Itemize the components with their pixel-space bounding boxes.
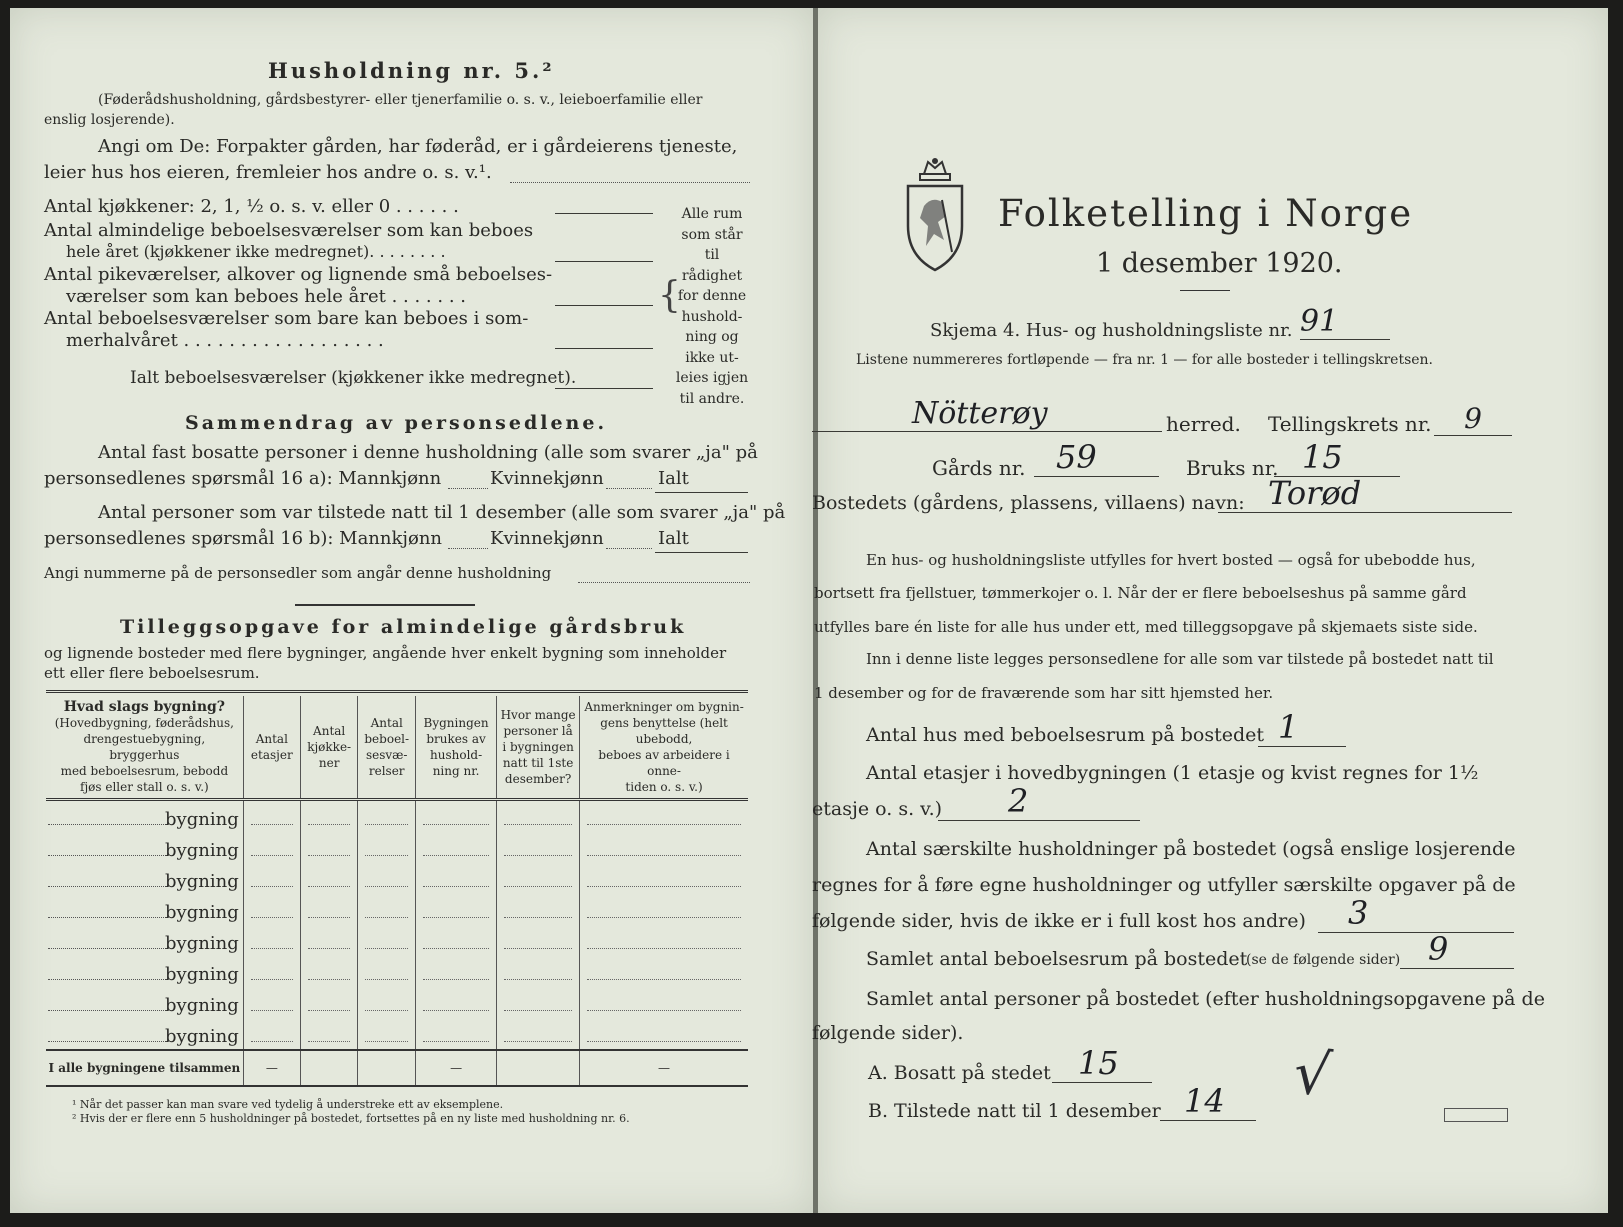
table-header-text: brukes av [426,732,486,746]
building-type-cell[interactable] [46,956,243,987]
table-row [46,832,748,863]
building-type-line [48,948,168,949]
section-divider [295,604,475,606]
table-cell[interactable] [497,863,580,894]
table-cell[interactable] [300,863,358,894]
cell-answer-line [251,948,293,949]
present-label: B. Tilstede natt til 1 desember [868,1100,1161,1122]
table-cell[interactable] [300,832,358,863]
total-dash: — [658,1061,671,1075]
summary-a-text-2: personsedlenes spørsmål 16 a): Mannkjønn [44,468,442,489]
building-type-line [48,824,168,825]
rooms-total-value[interactable]: 9 [1400,930,1514,969]
cell-answer-line [504,886,572,887]
left-page [10,8,813,1213]
numbers-label: Angi nummerne på de personsedler som angår denne husholdning [44,564,552,582]
cell-answer-line [365,855,408,856]
table-cell[interactable] [300,894,358,925]
table-header-cell [580,696,748,800]
summary-b-text-2: personsedlenes spørsmål 16 b): Mannkjønn [44,528,443,549]
footnote-2: ² Hvis der er flere enn 5 husholdninger på bostedet, fortsettes på en ny liste med husholdning nr. 6. [72,1112,630,1125]
cell-answer-line [423,886,489,887]
houses-label: Antal hus med beboelsesrum på bostedet [866,724,1265,746]
table-header-row [46,696,748,800]
table-header-text: kjøkke- [307,740,352,754]
table-row [46,956,748,987]
floors-label-2: etasje o. s. v.) [812,798,943,820]
cell-answer-line [423,1010,489,1011]
households-value[interactable]: 3 [1318,894,1514,933]
table-header-text: fjøs eller stall o. s. v.) [80,780,209,794]
cell-answer-line [308,917,351,918]
summary-a-female-label: Kvinnekjønn [490,468,604,489]
building-label: bygning [165,933,239,954]
table-cell[interactable] [416,832,497,863]
table-cell[interactable] [358,987,416,1018]
table-cell[interactable] [243,956,300,987]
cell-answer-line [423,824,489,825]
rooms-question: Antal almindelige beboelsesværelser som kan beboes [44,220,534,241]
building-type-line [48,1041,168,1042]
table-cell[interactable] [300,987,358,1018]
table-cell[interactable] [416,956,497,987]
table-header-text: Antal [255,732,288,746]
cell-answer-line [365,824,408,825]
table-cell[interactable] [580,956,748,987]
table-cell[interactable] [243,832,300,863]
brace-note-line: ikke ut- [685,349,739,366]
cell-answer-line [587,1041,741,1042]
cell-answer-line [365,886,408,887]
cell-answer-line [587,1010,741,1011]
table-row [46,987,748,1018]
table-header-text: Hvor mange [500,708,576,722]
rooms-total-label: Samlet antal beboelsesrum på bostedet [866,948,1248,970]
info-text-4: Inn i denne liste legges personsedlene for alle som var tilstede på bostedet natt til [866,650,1494,668]
document-title: Folketelling i Norge [998,192,1414,235]
numbers-answer-line[interactable] [578,582,750,583]
table-cell[interactable] [580,987,748,1018]
total-rooms-answer-line[interactable] [555,388,653,389]
table-cell[interactable] [416,1018,497,1050]
table-cell[interactable] [243,925,300,956]
table-cell[interactable] [497,925,580,956]
cell-answer-line [504,1041,572,1042]
table-cell[interactable] [300,1018,358,1050]
households-label: Antal særskilte husholdninger på bostedet (også enslige losjerende [866,838,1516,860]
cell-answer-line [504,917,572,918]
table-header-text: beboel- [364,732,410,746]
table-cell[interactable] [580,863,748,894]
floors-label: Antal etasjer i hovedbygningen (1 etasje og kvist regnes for 1½ [866,762,1479,784]
table-row [46,863,748,894]
cell-answer-line [251,917,293,918]
cell-answer-line [504,1010,572,1011]
cell-answer-line [251,1041,293,1042]
norway-coat-of-arms-icon [902,156,968,274]
building-label: bygning [165,809,239,830]
brace-symbol: { [658,275,681,316]
table-cell[interactable] [416,925,497,956]
table-header-text: med beboelsesrum, bebodd [60,764,229,778]
brace-note-line: rådighet [681,267,743,284]
cell-answer-line [308,886,351,887]
footnote-1: ¹ Når det passer kan man svare ved tydelig å understreke ett av eksemplene. [72,1098,504,1111]
summary-b-total-label: Ialt [658,528,689,549]
numbering-note: Listene nummereres fortløpende — fra nr. 1 — for alle bosteder i tellingskretsen. [856,352,1434,368]
building-type-cell[interactable] [46,894,243,925]
right-page [812,8,1608,1213]
table-header-text: etasjer [250,748,293,762]
table-total-row [46,1050,748,1086]
table-header-text: drengestuebygning, bryggerhus [83,732,206,762]
building-type-cell[interactable] [46,1018,243,1050]
building-type-line [48,917,168,918]
title-divider [1180,290,1230,291]
household-note: (Føderådshusholdning, gårdsbestyrer- eller tjenerfamilie o. s. v., leieboerfamilie eller [98,92,703,108]
table-header-text: ner [318,756,340,770]
building-label: bygning [165,964,239,985]
bosted-value[interactable]: Torød [1218,474,1512,513]
table-cell[interactable] [243,800,300,833]
small-rooms-question-2: værelser som kan beboes hele året . . . . . . . [66,286,466,307]
table-cell[interactable] [358,956,416,987]
table-row [46,894,748,925]
cell-answer-line [308,855,351,856]
cell-answer-line [587,855,741,856]
summary-b-total-line[interactable] [655,552,748,553]
total-cell[interactable] [580,1050,748,1086]
table-row [46,925,748,956]
table-header-text: personer lå [503,724,573,738]
table-cell[interactable] [358,863,416,894]
cell-answer-line [423,979,489,980]
info-text-3: utfylles bare én liste for alle hus under ett, med tilleggsopgave på skjemaets siste side. [814,618,1478,636]
info-text-1: En hus- og husholdningsliste utfylles for hvert bosted — også for ubebodde hus, [866,551,1476,569]
total-cell[interactable] [416,1050,497,1086]
building-type-line [48,855,168,856]
summary-a-text: Antal fast bosatte personer i denne husholdning (alle som svarer „ja" på [98,442,758,463]
summer-rooms-question-2: merhalvåret . . . . . . . . . . . . . . . . . . [66,330,384,351]
rooms-total-note: (se de følgende sider) [1246,952,1401,968]
herred-value[interactable]: Nötterøy [812,396,1162,432]
persons-label-2: følgende sider). [812,1022,964,1044]
total-cell[interactable] [497,1050,580,1086]
cell-answer-line [587,917,741,918]
cell-answer-line [365,948,408,949]
table-cell[interactable] [416,894,497,925]
summary-b-female-line[interactable] [606,548,652,549]
summer-rooms-question: Antal beboelsesværelser som bare kan beboes i som- [44,308,529,329]
total-cell[interactable] [300,1050,358,1086]
table-cell[interactable] [416,863,497,894]
houses-value[interactable]: 1 [1258,708,1346,747]
cell-answer-line [365,1041,408,1042]
table-header-text: Anmerkninger om bygnin- [584,700,744,714]
building-type-line [48,979,168,980]
table-cell[interactable] [497,1018,580,1050]
table-cell[interactable] [300,800,358,833]
cell-answer-line [504,979,572,980]
summary-title: Sammendrag av personsedlene. [185,412,608,434]
rent-question: Angi om De: Forpakter gården, har føderåd, er i gårdeierens tjeneste, [98,136,738,157]
floors-value[interactable]: 2 [938,782,1140,821]
brace-note-line: hushold- [681,308,743,325]
rent-answer-line[interactable] [510,180,750,183]
building-type-cell[interactable] [46,987,243,1018]
cell-answer-line [308,1041,351,1042]
summary-a-total-label: Ialt [658,468,689,489]
table-cell[interactable] [580,925,748,956]
kitchens-question: Antal kjøkkener: 2, 1, ½ o. s. v. eller 0 . . . . . . [44,196,459,217]
table-header-cell [300,696,358,800]
table-cell[interactable] [300,925,358,956]
table-top-rule [46,690,748,693]
table-header-text: gens benyttelse (helt ubebodd, [600,716,728,746]
resident-value[interactable]: 15 [1052,1044,1152,1083]
brace-note-line: leies igjen [675,370,749,386]
cell-answer-line [251,824,293,825]
cell-answer-line [365,1010,408,1011]
table-header-text: natt til 1ste [502,756,574,770]
summary-a-total-line[interactable] [655,492,748,493]
cell-answer-line [251,979,293,980]
total-cell[interactable] [358,1050,416,1086]
building-label: bygning [165,840,239,861]
summary-a-male-line[interactable] [448,488,488,489]
brace-note-line: for denne [677,288,747,304]
bosted-label: Bostedets (gårdens, plassens, villaens) navn: [812,492,1245,514]
building-type-cell[interactable] [46,925,243,956]
persons-label: Samlet antal personer på bostedet (efter husholdningsopgavene på de [866,988,1545,1010]
table-cell[interactable] [243,1018,300,1050]
table-cell[interactable] [358,832,416,863]
total-label: I alle bygningene tilsammen [48,1061,241,1075]
table-header-text: beboes av arbeidere i onne- [598,748,730,778]
gards-label: Gårds nr. [932,456,1026,480]
schema-label: Skjema 4. Hus- og husholdningsliste nr. [930,320,1293,341]
table-header-text: Antal [313,724,346,738]
table-header-text: (Hovedbygning, føderådshus, [54,716,234,730]
brace-note-line: ning og [685,329,739,345]
brace-note-line: som står til [681,226,743,263]
building-type-cell[interactable] [46,863,243,894]
cell-answer-line [365,979,408,980]
supplement-title: Tilleggsopgave for almindelige gårdsbruk [120,616,687,638]
check-mark: √ [1290,1038,1335,1110]
present-value[interactable]: 14 [1160,1082,1256,1121]
table-cell[interactable] [580,894,748,925]
table-cell[interactable] [243,894,300,925]
building-label: bygning [165,902,239,923]
total-dash: — [450,1061,463,1075]
krets-value[interactable]: 9 [1434,402,1512,436]
table-header-text: Bygningen [423,716,489,730]
table-cell[interactable] [497,956,580,987]
building-type-line [48,886,168,887]
cell-answer-line [423,948,489,949]
cell-answer-line [308,824,351,825]
cell-answer-line [308,979,351,980]
cell-answer-line [251,886,293,887]
summer-rooms-answer-line[interactable] [555,348,653,349]
table-header-text: desember? [504,772,572,786]
cell-answer-line [504,948,572,949]
cell-answer-line [423,917,489,918]
supplement-note-2: ett eller flere beboelsesrum. [44,664,260,682]
printer-stamp [1444,1108,1508,1122]
building-label: bygning [165,1026,239,1047]
cell-answer-line [251,855,293,856]
cell-answer-line [423,1041,489,1042]
table-cell[interactable] [497,987,580,1018]
building-type-line [48,1010,168,1011]
household-title: Husholdning nr. 5.² [268,58,555,83]
table-header-text: relser [368,764,405,778]
table-header-cell [46,696,243,800]
total-label-cell [46,1050,243,1086]
table-cell[interactable] [497,800,580,833]
table-row [46,800,748,833]
table-cell[interactable] [243,987,300,1018]
resident-label: A. Bosatt på stedet [868,1062,1051,1084]
table-header-text: Hvad slags bygning? [63,699,225,715]
herred-label: herred. [1166,412,1241,436]
table-header-text: i bygningen [502,740,574,754]
cell-answer-line [504,824,572,825]
table-header-cell [416,696,497,800]
table-cell[interactable] [416,987,497,1018]
building-type-cell[interactable] [46,832,243,863]
cell-answer-line [587,948,741,949]
table-cell[interactable] [243,863,300,894]
table-cell[interactable] [580,800,748,833]
cell-answer-line [587,824,741,825]
census-date: 1 desember 1920. [1096,248,1343,279]
rooms-question-2: hele året (kjøkkener ikke medregnet). . . . . . . . [66,242,446,261]
table-header-cell [243,696,300,800]
households-label-2: regnes for å føre egne husholdninger og utfyller særskilte opgaver på de [812,874,1516,896]
table-cell[interactable] [300,956,358,987]
table-header-cell [497,696,580,800]
brace-note [672,204,752,409]
cell-answer-line [423,855,489,856]
brace-note-line: Alle rum [681,206,743,222]
cell-answer-line [251,1010,293,1011]
table-header-text: Antal [370,716,403,730]
building-label: bygning [165,995,239,1016]
supplement-note: og lignende bosteder med flere bygninger, angående hver enkelt bygning som inneholder [44,644,727,662]
cell-answer-line [308,1010,351,1011]
table-header-text: tiden o. s. v.) [625,780,703,794]
cell-answer-line [365,917,408,918]
cell-answer-line [587,979,741,980]
table-header-text: sesvæ- [365,748,408,762]
info-text-5: 1 desember og for de fraværende som har sitt hjemsted her. [814,684,1274,702]
households-label-3: følgende sider, hvis de ikke er i full kost hos andre) [812,910,1306,932]
info-text-2: bortsett fra fjellstuer, tømmerkojer o. l. Når der er flere beboelseshus på samme gård [814,584,1467,602]
table-row [46,1018,748,1050]
table-cell[interactable] [416,800,497,833]
table-header-cell [358,696,416,800]
small-rooms-answer-line[interactable] [555,305,653,306]
rooms-answer-line[interactable] [555,261,653,262]
rent-question-2: leier hus hos eieren, fremleier hos andre o. s. v.¹. [44,162,492,183]
table-cell[interactable] [358,1018,416,1050]
kitchens-answer-line[interactable] [555,213,653,214]
krets-label: Tellingskrets nr. [1268,412,1432,436]
table-cell[interactable] [358,800,416,833]
table-header-text: hushold- [430,748,483,762]
total-cell[interactable] [243,1050,300,1086]
table-cell[interactable] [580,1018,748,1050]
summary-b-male-line[interactable] [448,548,488,549]
table-cell[interactable] [497,832,580,863]
cell-answer-line [504,855,572,856]
gards-value[interactable]: 59 [1034,438,1159,477]
schema-number[interactable]: 91 [1300,304,1390,340]
bruks-value[interactable]: 15 [1274,438,1400,477]
building-label: bygning [165,871,239,892]
building-type-cell[interactable] [46,800,243,833]
table-cell[interactable] [580,832,748,863]
table-cell[interactable] [358,925,416,956]
small-rooms-question: Antal pikeværelser, alkover og lignende små beboelses- [44,264,553,285]
summary-a-female-line[interactable] [606,488,652,489]
cell-answer-line [308,948,351,949]
total-rooms-question: Ialt beboelsesværelser (kjøkkener ikke medregnet). [130,368,577,388]
table-cell[interactable] [497,894,580,925]
cell-answer-line [587,886,741,887]
summary-b-female-label: Kvinnekjønn [490,528,604,549]
total-dash: — [265,1061,278,1075]
building-table [46,696,748,1087]
household-note-2: enslig losjerende). [44,112,175,128]
summary-b-text: Antal personer som var tilstede natt til 1 desember (alle som svarer „ja" på [98,502,786,523]
table-header-text: ning nr. [432,764,480,778]
table-cell[interactable] [358,894,416,925]
brace-note-line: til andre. [679,390,745,407]
bruks-label: Bruks nr. [1186,456,1279,480]
